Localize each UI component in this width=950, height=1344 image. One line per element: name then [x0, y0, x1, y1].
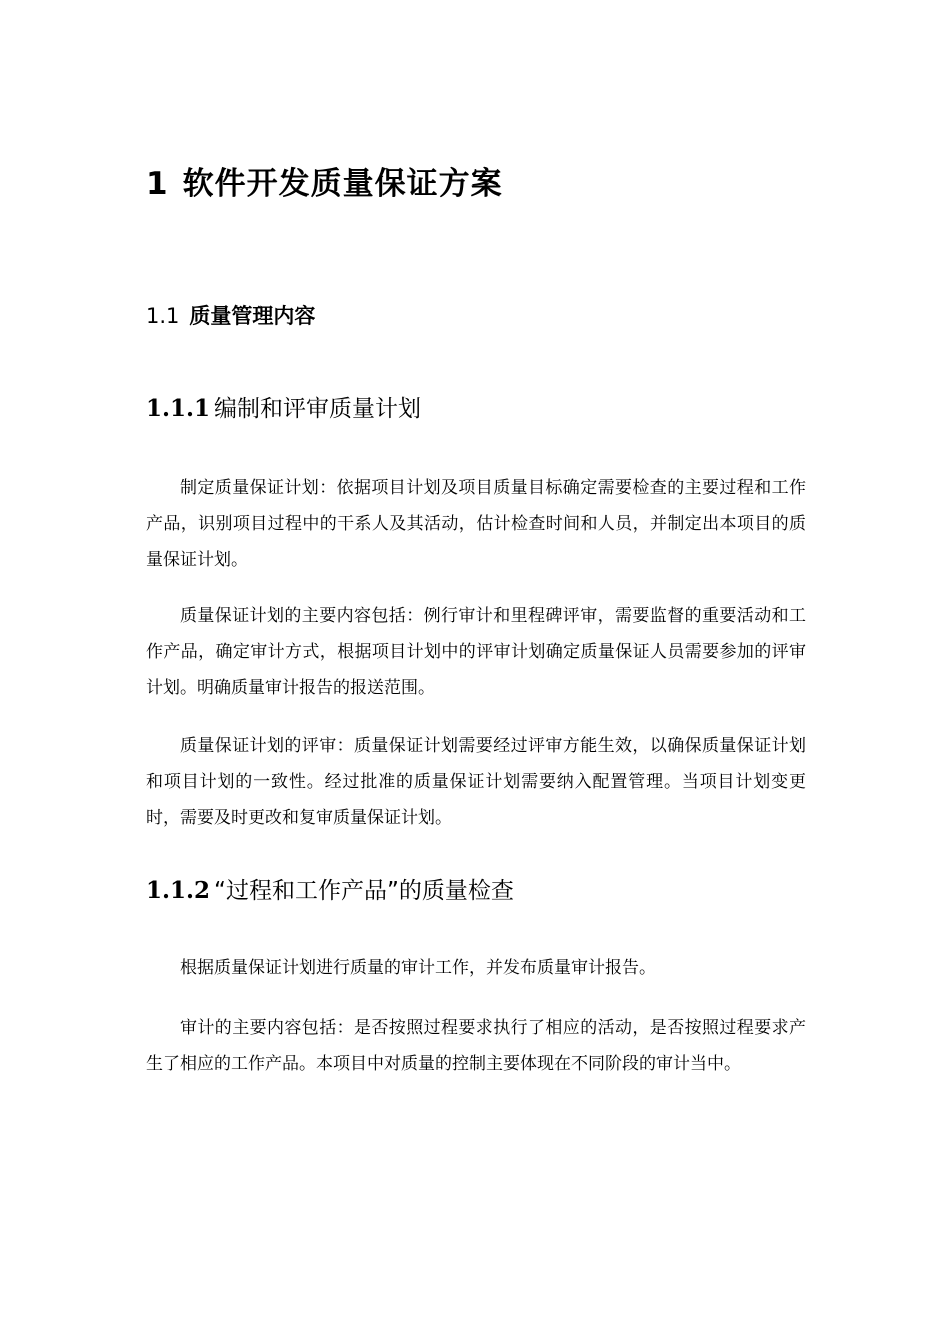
paragraph: 质量保证计划的评审：质量保证计划需要经过评审方能生效，以确保质量保证计划和项目计划的一致性。经过批准的质量保证计划需要纳入配置管理。当项目计划变更时，需要及时更改和复审质量保证计划。	[146, 736, 806, 828]
paragraph: 质量保证计划的主要内容包括：例行审计和里程碑评审，需要监督的重要活动和工作产品，确定审计方式，根据项目计划中的评审计划确定质量保证人员需要参加的评审计划。明确质量审计报告的报送范围。	[146, 606, 806, 698]
subsection-number: 1.1.2	[146, 877, 211, 904]
subsection-number: 1.1.1	[146, 395, 211, 422]
subsection-title: 编制和评审质量计划	[214, 396, 422, 422]
paragraph: 审计的主要内容包括：是否按照过程要求执行了相应的活动，是否按照过程要求产生了相应的工作产品。本项目中对质量的控制主要体现在不同阶段的审计当中。	[146, 1018, 806, 1074]
subsection-title: “过程和工作产品”的质量检查	[214, 878, 514, 904]
section-title: 质量管理内容	[189, 304, 316, 328]
subsection-heading-1-1-1	[146, 390, 421, 423]
chapter-heading	[146, 158, 503, 203]
paragraph: 制定质量保证计划：依据项目计划及项目质量目标确定需要检查的主要过程和工作产品，识别项目过程中的干系人及其活动，估计检查时间和人员，并制定出本项目的质量保证计划。	[146, 478, 806, 570]
paragraph: 根据质量保证计划进行质量的审计工作，并发布质量审计报告。	[180, 958, 656, 978]
section-heading-1-1	[146, 300, 315, 330]
chapter-number: 1	[146, 166, 169, 202]
chapter-title: 软件开发质量保证方案	[182, 166, 503, 202]
section-number: 1.1	[146, 304, 180, 328]
subsection-heading-1-1-2	[146, 872, 514, 905]
